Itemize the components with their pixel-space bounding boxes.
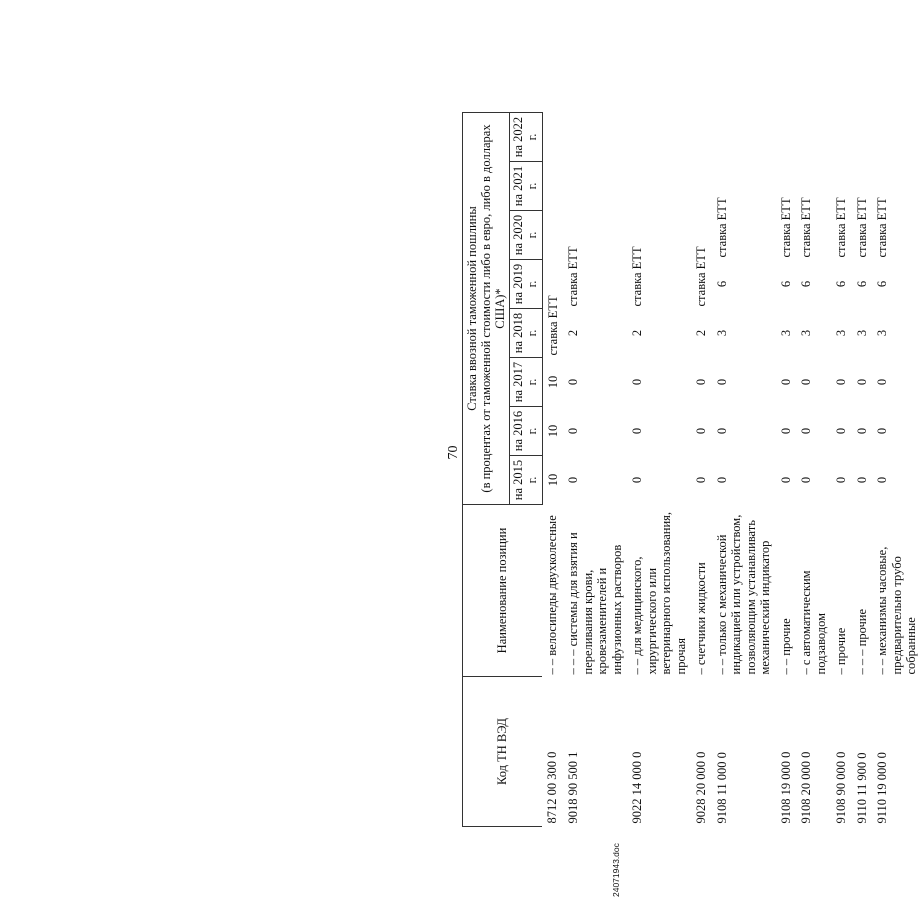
rate-value: 0 bbox=[714, 427, 729, 435]
table-row bbox=[542, 113, 563, 827]
header-year-4: на 2018 г. bbox=[510, 309, 543, 358]
item-name: – – – системы для взятия и переливания крови, кровезаменителей и инфузионных растворов bbox=[566, 532, 624, 675]
hs-code: 9028 20 000 0 bbox=[694, 751, 709, 824]
rate-value: ставка ЕТТ bbox=[854, 197, 869, 258]
rate-value: 10 bbox=[545, 424, 560, 438]
item-name: – – прочие bbox=[778, 618, 793, 675]
table-row bbox=[776, 113, 797, 827]
table-row bbox=[872, 113, 922, 827]
rate-value: 0 bbox=[566, 427, 581, 435]
header-year-5: на 2019 г. bbox=[510, 260, 543, 309]
table-row bbox=[712, 113, 776, 827]
rate-value: 3 bbox=[778, 329, 793, 337]
item-name: – – только с механической индикацией или устройством, позволяющим устанавливать механический индикатор bbox=[714, 514, 773, 675]
hs-code: 9108 90 000 0 bbox=[834, 751, 849, 824]
rate-value: ставка ЕТТ bbox=[630, 246, 645, 307]
rate-value: 3 bbox=[799, 329, 814, 337]
header-year-7: на 2021 г. bbox=[510, 162, 543, 211]
rate-value: 0 bbox=[566, 378, 581, 386]
header-year-3: на 2017 г. bbox=[510, 358, 543, 407]
rate-value: 0 bbox=[799, 476, 814, 484]
rate-value: 2 bbox=[630, 329, 645, 337]
rate-value: 0 bbox=[799, 427, 814, 435]
rate-value: ставка ЕТТ bbox=[714, 197, 729, 258]
rate-value: 0 bbox=[854, 427, 869, 435]
rate-value: 0 bbox=[875, 476, 890, 484]
rate-value: 10 bbox=[545, 473, 560, 487]
hs-code: 9108 19 000 0 bbox=[778, 751, 793, 824]
rate-value: 3 bbox=[854, 329, 869, 337]
table-row bbox=[563, 113, 627, 827]
rate-value: 6 bbox=[834, 280, 849, 288]
rate-value: 0 bbox=[834, 427, 849, 435]
rate-value: 0 bbox=[714, 378, 729, 386]
rate-value: 0 bbox=[630, 476, 645, 484]
rate-value: 0 bbox=[630, 427, 645, 435]
hs-code: 9018 90 500 1 bbox=[566, 751, 581, 824]
header-year-6: на 2020 г. bbox=[510, 211, 543, 260]
rate-value: 0 bbox=[875, 427, 890, 435]
hs-code: 9110 19 000 0 bbox=[875, 752, 890, 824]
item-name: – – – прочие bbox=[854, 608, 869, 675]
table-row bbox=[796, 113, 831, 827]
rate-value: 6 bbox=[714, 280, 729, 288]
rate-value: 0 bbox=[694, 427, 709, 435]
header-rate-subtitle: (в процентах от таможенной стоимости либо в евро, либо в долларах США)* bbox=[480, 113, 510, 505]
hs-code: 9108 20 000 0 bbox=[799, 751, 814, 824]
rate-value: 6 bbox=[799, 280, 814, 288]
rate-value: 0 bbox=[854, 476, 869, 484]
rate-value: 0 bbox=[778, 427, 793, 435]
rate-value: 0 bbox=[834, 378, 849, 386]
rate-value: 3 bbox=[875, 329, 890, 337]
rate-value: ставка ЕТТ bbox=[834, 197, 849, 258]
rate-value: 2 bbox=[566, 329, 581, 337]
hs-code: 9022 14 000 0 bbox=[630, 751, 645, 824]
header-name: Наименование позиции bbox=[463, 505, 543, 677]
rate-value: 6 bbox=[854, 280, 869, 288]
hs-code: 9108 11 000 0 bbox=[714, 752, 729, 824]
item-name: – – механизмы часовые, предварительно трубо собранные bbox=[875, 546, 919, 675]
rate-value: ставка ЕТТ bbox=[694, 246, 709, 307]
rate-value: 0 bbox=[630, 378, 645, 386]
header-year-2: на 2016 г. bbox=[510, 407, 543, 456]
page-number: 70 bbox=[446, 445, 461, 460]
hs-code: 9110 11 900 0 bbox=[854, 752, 869, 824]
rate-value: 10 bbox=[545, 375, 560, 389]
rate-value: 0 bbox=[714, 476, 729, 484]
rate-value: 0 bbox=[694, 476, 709, 484]
item-name: – прочие bbox=[834, 627, 849, 675]
rate-value: 0 bbox=[778, 476, 793, 484]
rate-value: ставка ЕТТ bbox=[778, 197, 793, 258]
hs-code: 8712 00 300 0 bbox=[545, 751, 560, 824]
rate-value: 0 bbox=[875, 378, 890, 386]
rate-value: 6 bbox=[875, 280, 890, 288]
header-year-8: на 2022 г. bbox=[510, 113, 543, 162]
item-name: – с автоматическим подзаводом bbox=[799, 570, 828, 675]
table-row bbox=[852, 113, 873, 827]
tariff-table bbox=[462, 112, 922, 827]
rate-value: ставка ЕТТ bbox=[566, 246, 581, 307]
rate-value: 0 bbox=[566, 476, 581, 484]
table-row bbox=[831, 113, 852, 827]
item-name: – – велосипеды двухколесные bbox=[545, 515, 560, 675]
header-year-1: на 2015 г. bbox=[510, 456, 543, 505]
header-rate-title: Ставка ввозной таможенной пошлины bbox=[463, 113, 480, 505]
item-name: – счетчики жидкости bbox=[694, 562, 709, 675]
rate-value: 0 bbox=[854, 378, 869, 386]
rate-value: 0 bbox=[778, 378, 793, 386]
rate-value: 0 bbox=[799, 378, 814, 386]
rate-value: 0 bbox=[834, 476, 849, 484]
rate-value: 3 bbox=[714, 329, 729, 337]
rate-value: ставка ЕТТ bbox=[875, 197, 890, 258]
header-code: Код ТН ВЭД bbox=[463, 677, 543, 827]
rate-value: 0 bbox=[694, 378, 709, 386]
rate-value: ставка ЕТТ bbox=[799, 197, 814, 258]
rate-value: 6 bbox=[778, 280, 793, 288]
rate-value: ставка ЕТТ bbox=[545, 295, 560, 356]
rate-value: 2 bbox=[694, 329, 709, 337]
document-id: 24071943.doc bbox=[611, 843, 621, 897]
rate-value: 3 bbox=[834, 329, 849, 337]
table-row bbox=[691, 113, 712, 827]
table-row bbox=[627, 113, 691, 827]
item-name: – – для медицинского, хирургического или ветеринарного использования, прочая bbox=[630, 511, 688, 675]
